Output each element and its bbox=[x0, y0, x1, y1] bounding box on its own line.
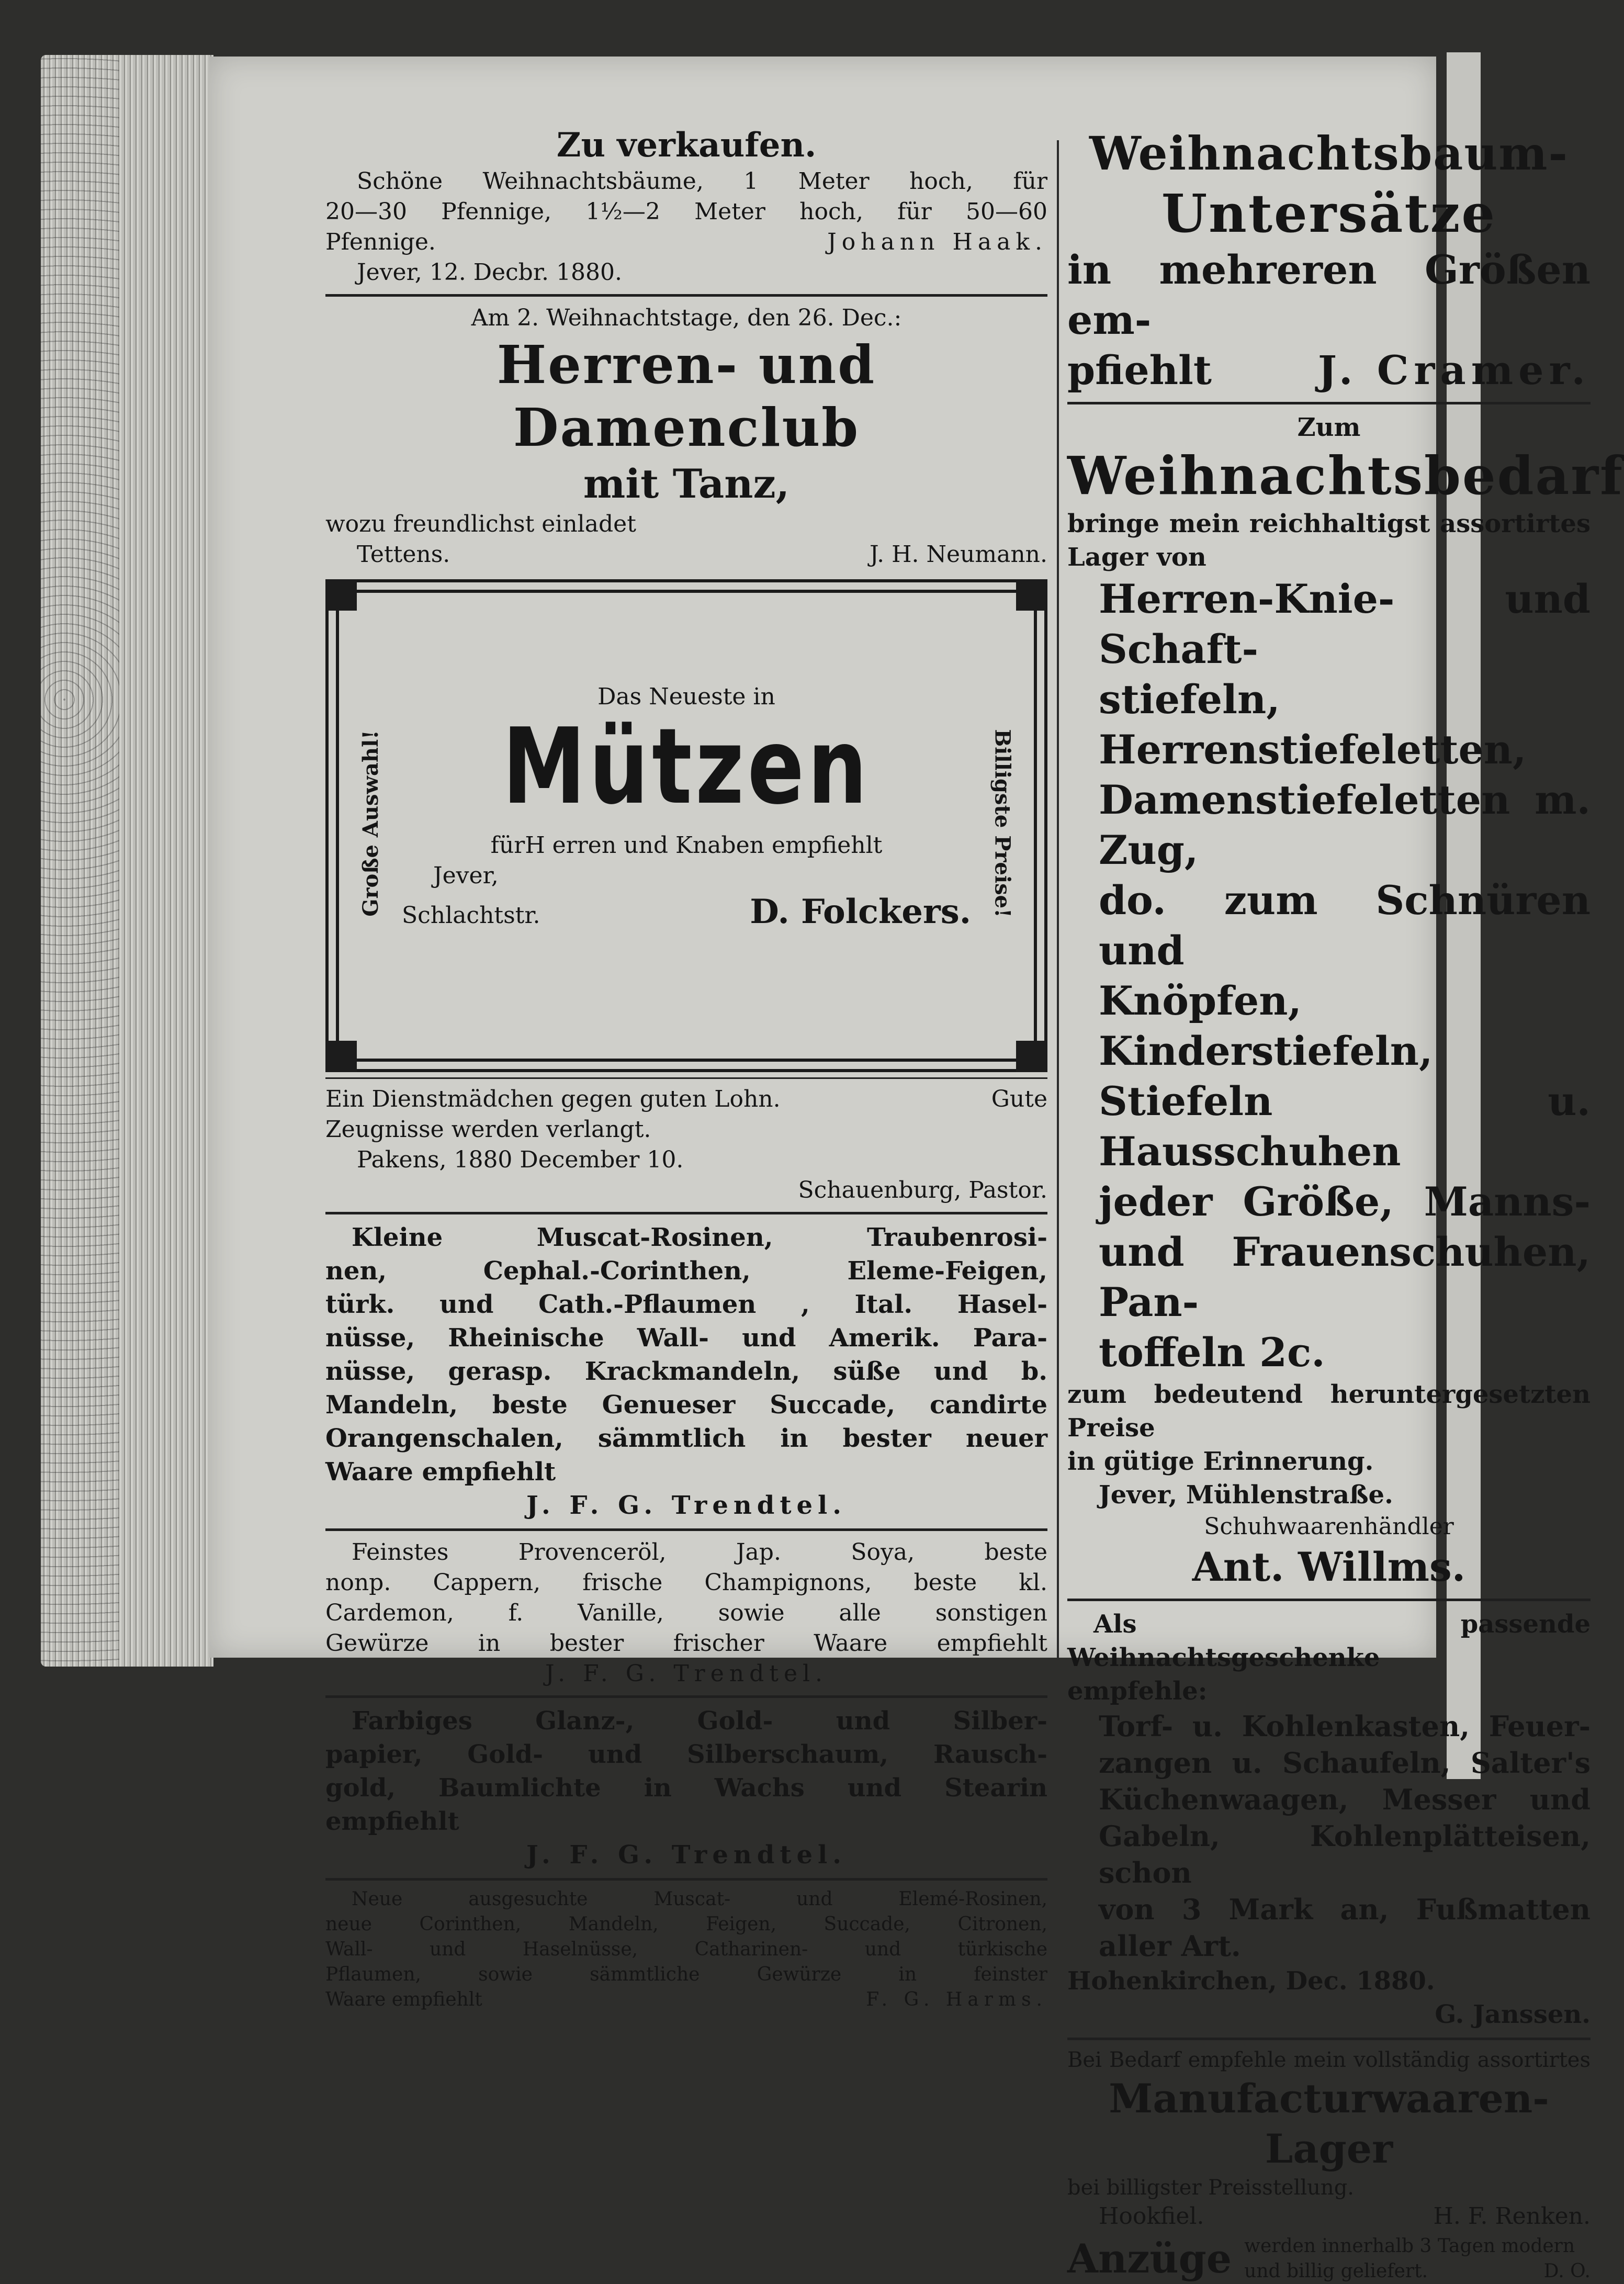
ad-big-title: Mützen bbox=[502, 706, 871, 828]
ad-text-line: Pflaumen, sowie sämmtliche Gewürze in feinster bbox=[325, 1964, 1047, 1985]
ad-signer: G. Janssen. bbox=[1435, 2000, 1591, 2029]
ad-text-line: 20—30 Pfennige, 1½—2 Meter hoch, für 50—60 bbox=[325, 198, 1047, 225]
ad-text-line: Lager von bbox=[1067, 543, 1206, 572]
ad-text-line: Zum bbox=[1297, 413, 1361, 442]
ad-role: Schuhwaarenhändler bbox=[1204, 1513, 1454, 1540]
ad-text-line: bringe mein reichhaltigst assortirtes bbox=[1067, 509, 1591, 538]
ad-text-line: empfehle: bbox=[1067, 1677, 1208, 1706]
ad-place: Jever, Mühlenstraße. bbox=[1099, 1480, 1393, 1510]
ad-town: Jever, bbox=[433, 862, 499, 889]
ad-text-line: fürH erren und Knaben empfiehlt bbox=[490, 832, 883, 859]
frame-corner-ornament bbox=[325, 579, 357, 611]
ad-zu-verkaufen bbox=[325, 125, 1047, 288]
ad-big-title: Anzüge bbox=[1067, 2235, 1232, 2282]
ad-place-date: Jever, 12. Decbr. 1880. bbox=[357, 259, 622, 286]
ad-text-line: Gewürze in bester frischer Waare empfiehlt bbox=[325, 1630, 1047, 1657]
ad-separator bbox=[325, 294, 1047, 297]
ad-separator bbox=[325, 1695, 1047, 1698]
ad-item-line: aller Art. bbox=[1099, 1929, 1241, 1963]
ad-text-line: bei billigster Preisstellung. bbox=[1067, 2176, 1355, 2200]
ad-text-line: empfiehlt bbox=[325, 1807, 459, 1836]
ad-text-line: Feinstes Provenceröl, Jap. Soya, beste bbox=[352, 1539, 1047, 1566]
ad-harms bbox=[325, 1887, 1047, 2012]
ad-street: Schlachtstr. bbox=[402, 902, 540, 929]
ad-weihnachtsgeschenke-janssen bbox=[1067, 1607, 1591, 2031]
ad-signer: Schauenburg, Pastor. bbox=[798, 1177, 1047, 1203]
ad-signer: Ant. Willms. bbox=[1192, 1544, 1466, 1590]
ad-signer: J. F. G. Trendtel. bbox=[545, 1660, 828, 1687]
ad-text-line: Mandeln, beste Genueser Succade, candirte bbox=[325, 1390, 1047, 1420]
ad-separator bbox=[1067, 2038, 1591, 2040]
ad-place-date: Hohenkirchen, Dec. 1880. bbox=[1067, 1966, 1435, 1996]
ad-separator bbox=[1067, 402, 1591, 404]
ad-item-line: Küchenwaagen, Messer und bbox=[1099, 1783, 1591, 1816]
ad-signer: J. F. G. Trendtel. bbox=[526, 1840, 847, 1870]
ad-anzuege bbox=[1067, 2234, 1591, 2284]
ad-separator bbox=[1067, 1599, 1591, 1601]
ad-signer: J. Cramer. bbox=[1317, 347, 1591, 393]
ad-title: Weihnachtsbedarf bbox=[1067, 445, 1624, 507]
ad-text-line: Als passende Weihnachtsgeschenke bbox=[1067, 1610, 1591, 1672]
ad-glanzpapier-trendtel bbox=[325, 1704, 1047, 1872]
ad-text-line: wozu freundlichst einladet bbox=[325, 511, 636, 537]
frame-corner-ornament bbox=[325, 1041, 357, 1072]
ad-item-line: stiefeln, Herrenstiefeletten, bbox=[1099, 676, 1527, 773]
ad-text-line: Waare empfiehlt bbox=[325, 1457, 556, 1487]
frame-corner-ornament bbox=[1016, 579, 1047, 611]
ad-title: Weihnachtsbaum- bbox=[1089, 126, 1569, 181]
ad-item-line: Gabeln, Kohlenplätteisen, schon bbox=[1099, 1819, 1591, 1889]
ad-item-line: von 3 Mark an, Fußmatten bbox=[1099, 1893, 1591, 1926]
ad-text-line: Waare empfiehlt bbox=[325, 1989, 482, 2010]
ad-text-line: Das Neueste in bbox=[597, 683, 775, 710]
ad-manufacturwaaren-renken bbox=[1067, 2046, 1591, 2232]
ad-text-line: Orangenschalen, sämmtlich in bester neuer bbox=[325, 1424, 1047, 1453]
ad-dienstmaedchen bbox=[325, 1084, 1047, 1206]
ad-subtitle: mit Tanz, bbox=[583, 460, 790, 507]
ad-signer: D. O. bbox=[1543, 2260, 1591, 2282]
ad-text-line: und billig geliefert. bbox=[1244, 2260, 1428, 2282]
ad-item-line: Damenstiefeletten m. Zug, bbox=[1099, 777, 1591, 873]
ad-text-line: Zeugnisse werden verlangt. bbox=[325, 1116, 651, 1143]
ad-side-text-left: Große Auswahl! bbox=[358, 729, 383, 917]
ad-item-line: Torf- u. Kohlenkasten, Feuer- bbox=[1099, 1709, 1591, 1743]
ad-item-line: Knöpfen, Kinderstiefeln, bbox=[1099, 977, 1433, 1074]
ad-text-line: Gute bbox=[991, 1086, 1047, 1112]
ad-separator bbox=[325, 1878, 1047, 1881]
ad-separator bbox=[325, 1212, 1047, 1214]
ad-text-line: Am 2. Weihnachtstage, den 26. Dec.: bbox=[471, 305, 902, 331]
frame-corner-ornament bbox=[1016, 1041, 1047, 1072]
ad-signer: D. Folckers. bbox=[750, 892, 971, 931]
ad-text-line: neue Corinthen, Mandeln, Feigen, Succade, Citronen, bbox=[325, 1914, 1047, 1935]
ad-place: Hookfiel. bbox=[1099, 2203, 1204, 2230]
ad-text-line: Cardemon, f. Vanille, sowie alle sonstigen bbox=[325, 1600, 1047, 1626]
ad-text-line: werden innerhalb 3 Tagen modern bbox=[1244, 2235, 1575, 2257]
left-column bbox=[325, 125, 1047, 2012]
ad-weihnachtsbedarf-willms bbox=[1067, 411, 1624, 1592]
ad-place-date: Pakens, 1880 December 10. bbox=[357, 1146, 684, 1173]
ad-separator bbox=[325, 1528, 1047, 1531]
column-divider bbox=[1057, 140, 1059, 1658]
ad-side-text-right: Billigste Preise! bbox=[990, 728, 1015, 918]
ad-separator bbox=[325, 1077, 1047, 1079]
ad-rosinen-trendtel bbox=[325, 1221, 1047, 1522]
ad-text-line: Kleine Muscat-Rosinen, Traubenrosi- bbox=[352, 1223, 1047, 1252]
ad-text-line: papier, Gold- und Silberschaum, Rausch- bbox=[325, 1740, 1047, 1769]
ad-text-line: gold, Baumlichte in Wachs und Stearin bbox=[325, 1773, 1047, 1803]
ad-text-line: nonp. Cappern, frische Champignons, beste kl. bbox=[325, 1569, 1047, 1596]
ad-text-line: Schöne Weihnachtsbäume, 1 Meter hoch, für bbox=[357, 168, 1047, 195]
ad-item-line: zangen u. Schaufeln, Salter's bbox=[1099, 1746, 1591, 1780]
ad-title: Herren- und Damenclub bbox=[497, 334, 876, 458]
ad-item-line: do. zum Schnüren und bbox=[1099, 877, 1591, 974]
ad-provenceroel-trendtel bbox=[325, 1537, 1047, 1689]
ad-signer: J. H. Neumann. bbox=[869, 541, 1047, 568]
book-page-edges bbox=[41, 55, 213, 1667]
newspaper-page bbox=[209, 57, 1624, 2282]
ad-signer: H. F. Renken. bbox=[1433, 2203, 1591, 2230]
ad-text-line: Pfennige. bbox=[325, 229, 436, 255]
ad-title: Manufacturwaaren-Lager bbox=[1109, 2075, 1549, 2172]
ad-text-line: türk. und Cath.-Pflaumen , Ital. Hasel- bbox=[325, 1290, 1047, 1319]
ad-title: Zu verkaufen. bbox=[556, 126, 817, 165]
ad-signer: Johann Haak. bbox=[827, 229, 1047, 255]
ad-text-line: zum bedeutend heruntergesetzten Preise bbox=[1067, 1380, 1591, 1443]
ad-text-line: Neue ausgesuchte Muscat- und Elemé-Rosinen, bbox=[352, 1888, 1047, 1910]
ad-signer: F. G. Harms. bbox=[866, 1989, 1047, 2010]
ad-text-line: nüsse, gerasp. Krackmandeln, süße und b. bbox=[325, 1357, 1047, 1386]
ad-text-line: Bei Bedarf empfehle mein vollständig assortirtes bbox=[1067, 2048, 1591, 2072]
ad-text-line: Farbiges Glanz-, Gold- und Silber- bbox=[352, 1706, 1047, 1736]
ad-text-line: nüsse, Rheinische Wall- und Amerik. Para- bbox=[325, 1323, 1047, 1353]
ad-title: Untersätze bbox=[1161, 183, 1497, 244]
ad-herren-damenclub bbox=[325, 303, 1047, 570]
ad-mutzen-frame bbox=[325, 579, 1047, 1072]
ad-item-line: jeder Größe, Manns- bbox=[1099, 1178, 1591, 1225]
ad-weihnachtsbaum-untersaetze bbox=[1067, 125, 1591, 396]
ad-text-line: Ein Dienstmädchen gegen guten Lohn. bbox=[325, 1086, 781, 1112]
ad-item-line: und Frauenschuhen, Pan- bbox=[1099, 1229, 1591, 1325]
ad-text-line: in gütige Erinnerung. bbox=[1067, 1447, 1374, 1476]
ad-item-line: Herren-Knie- und Schaft- bbox=[1099, 576, 1591, 672]
ad-signer: J. F. G. Trendtel. bbox=[526, 1491, 847, 1520]
ad-place: Tettens. bbox=[357, 541, 450, 568]
ad-item-line: toffeln 2c. bbox=[1099, 1329, 1325, 1376]
ad-title: in mehreren Größen em- bbox=[1067, 246, 1591, 343]
ad-title: pfiehlt bbox=[1067, 347, 1212, 393]
ad-item-line: Stiefeln u. Hausschuhen bbox=[1099, 1078, 1591, 1175]
ad-text-line: nen, Cephal.-Corinthen, Eleme-Feigen, bbox=[325, 1256, 1047, 1286]
ad-text-line: Wall- und Haselnüsse, Catharinen- und türkische bbox=[325, 1939, 1047, 1960]
right-column bbox=[1067, 125, 1624, 2284]
